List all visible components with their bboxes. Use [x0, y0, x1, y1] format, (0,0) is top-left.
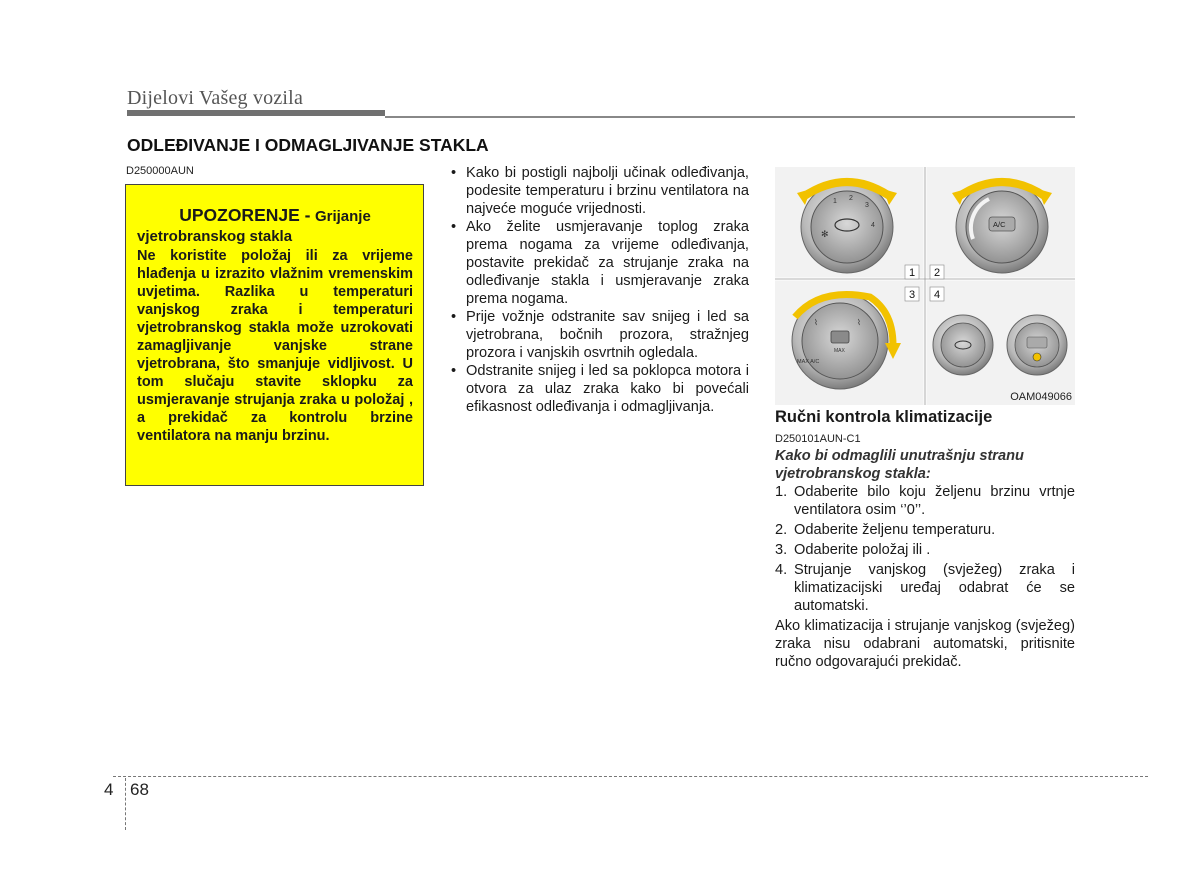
manual-code: D250101AUN-C1 [775, 433, 861, 445]
manual-title: Ručni kontrola klimatizacije [775, 408, 993, 426]
figure-label-4: 4 [934, 289, 941, 301]
list-item: 3. Odaberite položaj ili . [775, 542, 931, 558]
list-item: • Odstranite snijeg i led sa poklopca motora i otvora za ulaz zraka kako bi povećali efikasnost odleđivanja i odmagljivanja. [451, 363, 749, 415]
fan-speed-knob [801, 181, 893, 273]
svg-text:2: 2 [849, 195, 853, 202]
max-ac-label: MAX A/C [797, 359, 820, 365]
svg-text:4: 4 [871, 222, 875, 229]
instruction-steps [775, 483, 1075, 615]
list-item: • Ako želite usmjeravanje toplog zraka prema nogama za vrijeme odleđivanja, postavite prekidač za strujanje zraka na odleđivanje stakla i usmjeravanje zraka prema nogama. [451, 219, 749, 307]
figure-code: OAM049066 [1010, 391, 1072, 403]
figure-label-1: 1 [909, 267, 916, 279]
climate-control-figure [775, 167, 1075, 405]
tips-column [451, 164, 749, 416]
section-code: D250000AUN [126, 165, 194, 177]
tip-text: Prije vožnje odstranite sav snijeg i led sa vjetrobrana, bočnih prozora, stražnjeg prozora i vanjskih osvrtnih ogledala. [466, 309, 749, 361]
tip-text: Odstranite snijeg i led sa poklopca motora i otvora za ulaz zraka kako bi povećali efikasnost odleđivanja i odmagljivanja. [466, 363, 749, 415]
list-item: • Kako bi postigli najbolji učinak odleđivanja, podesite temperaturu i brzinu ventilatora na najveće moguće vrijednosti. [451, 165, 749, 217]
step-text: Odaberite položaj ili . [794, 542, 931, 558]
closing-paragraph: Ako klimatizacija i strujanje vanjskog (svježeg) zraka nisu odabrani automatski, pritisnite ručno odgovarajući prekidač. [775, 618, 1075, 670]
small-fan-knob [933, 315, 993, 375]
svg-text:3: 3 [865, 202, 869, 209]
list-item: 2. Odaberite željenu temperaturu. [775, 522, 996, 538]
page-number: 68 [130, 780, 149, 799]
svg-text:MAX: MAX [834, 348, 845, 354]
warning-box [125, 184, 424, 486]
list-item: 4. Strujanje vanjskog (svježeg) zraka i klimatizacijski uređaj odabrat će se automatski. [775, 562, 1075, 614]
warning-title-part: Grijanje [314, 208, 371, 225]
manual-climate-section [775, 408, 1075, 671]
list-item: 1. Odaberite bilo koju željenu brzinu vrtnje ventilatora osim ‘’0’’. [775, 484, 1075, 518]
figure-label-3: 3 [909, 289, 916, 301]
warning-label: UPOZORENJE - [179, 205, 311, 225]
climate-control-illustration [775, 167, 1075, 405]
section-title: Dijelovi Vašeg vozila [127, 87, 304, 109]
indicator-icon [1033, 353, 1041, 361]
small-ac-knob [1007, 315, 1067, 375]
warning-title-part2: vjetrobranskog stakla [137, 228, 293, 245]
temperature-knob [956, 181, 1048, 273]
tip-text: Kako bi postigli najbolji učinak odleđivanja, podesite temperaturu i brzinu ventilatora na najveće moguće vrijednosti. [466, 165, 749, 217]
header-rule-thin [385, 116, 1075, 118]
footer-vertical-divider [125, 778, 126, 830]
chapter-number: 4 [104, 780, 114, 799]
svg-text:✻: ✻ [821, 230, 829, 240]
warning-title [137, 205, 413, 226]
step-text: Strujanje vanjskog (svježeg) zraka i klimatizacijski uređaj odabrat će se automatski. [794, 562, 1075, 614]
tips-list [451, 164, 749, 416]
instructions-heading: Kako bi odmaglili unutrašnju stranu vjetrobranskog stakla: [775, 448, 1024, 482]
warning-body: Ne koristite položaj ili za vrijeme hlađenja u izrazito vlažnim vremenskim uvjetima. Razlika u temperaturi vanjskog zraka i temperaturi vjetrobranskog stakla može uzrokovati zamagljivanje vanjske strane vjetrobrana, što smanjuje vidljivost. U tom slučaju stavite sklopku za usmjeravanje strujanja zraka u položaj , a prekidač za kontrolu brzine ventilatora na manju brzinu. [137, 248, 413, 444]
page-heading: ODLEĐIVANJE I ODMAGLJIVANJE STAKLA [127, 135, 489, 155]
figure-label-2: 2 [934, 267, 941, 279]
svg-text:⌇: ⌇ [857, 318, 861, 327]
header-rule-thick [127, 110, 385, 116]
tip-text: Ako želite usmjeravanje toplog zraka prema nogama za vrijeme odleđivanja, postavite prekidač za strujanje zraka na odleđivanje stakla i usmjeravanje zraka prema nogama. [466, 219, 749, 307]
footer-divider [113, 776, 1148, 777]
step-text: Odaberite željenu temperaturu. [794, 522, 996, 538]
step-text: Odaberite bilo koju željenu brzinu vrtnje ventilatora osim ‘’0’’. [794, 484, 1075, 518]
ac-label: A/C [993, 220, 1006, 229]
svg-text:1: 1 [833, 198, 837, 205]
list-item: • Prije vožnje odstranite sav snijeg i led sa vjetrobrana, bočnih prozora, stražnjeg prozora i vanjskih osvrtnih ogledala. [451, 309, 749, 361]
svg-text:⌇: ⌇ [814, 318, 818, 327]
